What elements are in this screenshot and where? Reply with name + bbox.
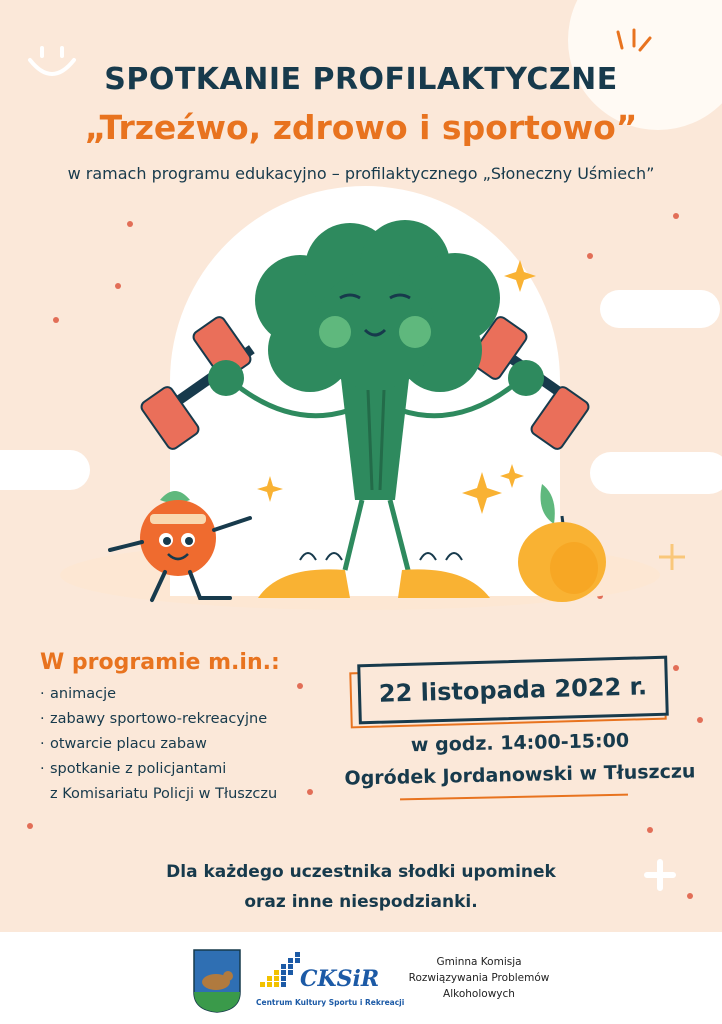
commission-name: Gminna Komisja Rozwiązywania Problemów Alkoholowych	[408, 956, 550, 1000]
page-title: SPOTKANIE PROFILAKTYCZNE	[104, 62, 618, 97]
event-place: Ogródek Jordanowski w Tłuszczu	[344, 760, 696, 790]
event-date: 22 listopada 2022 r.	[357, 656, 669, 725]
apple-icon	[512, 476, 612, 606]
gift-info-line2: oraz inne niespodzianki.	[244, 892, 478, 912]
orange-character	[90, 480, 270, 610]
gift-info-line1: Dla każdego uczestnika słodki upominek	[166, 862, 556, 882]
coat-of-arms-logo	[192, 948, 242, 1014]
cksir-logo	[258, 952, 302, 996]
program-list	[40, 682, 277, 807]
cksir-caption: Centrum Kultury Sportu i Rekreacji	[256, 998, 405, 1007]
list-item: z Komisariatu Policji w Tłuszczu	[50, 786, 278, 802]
program-heading: W programie m.in.:	[40, 650, 280, 675]
sparkle-icon	[460, 250, 540, 330]
list-item: · animacje	[40, 686, 117, 702]
cksir-logo-text: CKSiR	[300, 966, 380, 992]
list-item: · spotkanie z policjantami	[40, 761, 227, 777]
list-item: · otwarcie placu zabaw	[40, 736, 207, 752]
event-slogan: „Trzeźwo, zdrowo i sportowo”	[84, 108, 638, 147]
event-time: w godz. 14:00-15:00	[410, 729, 630, 757]
program-description: w ramach programu edukacyjno – profilaktycznego „Słoneczny Uśmiech”	[67, 164, 655, 183]
list-item: · zabawy sportowo-rekreacyjne	[40, 711, 268, 727]
